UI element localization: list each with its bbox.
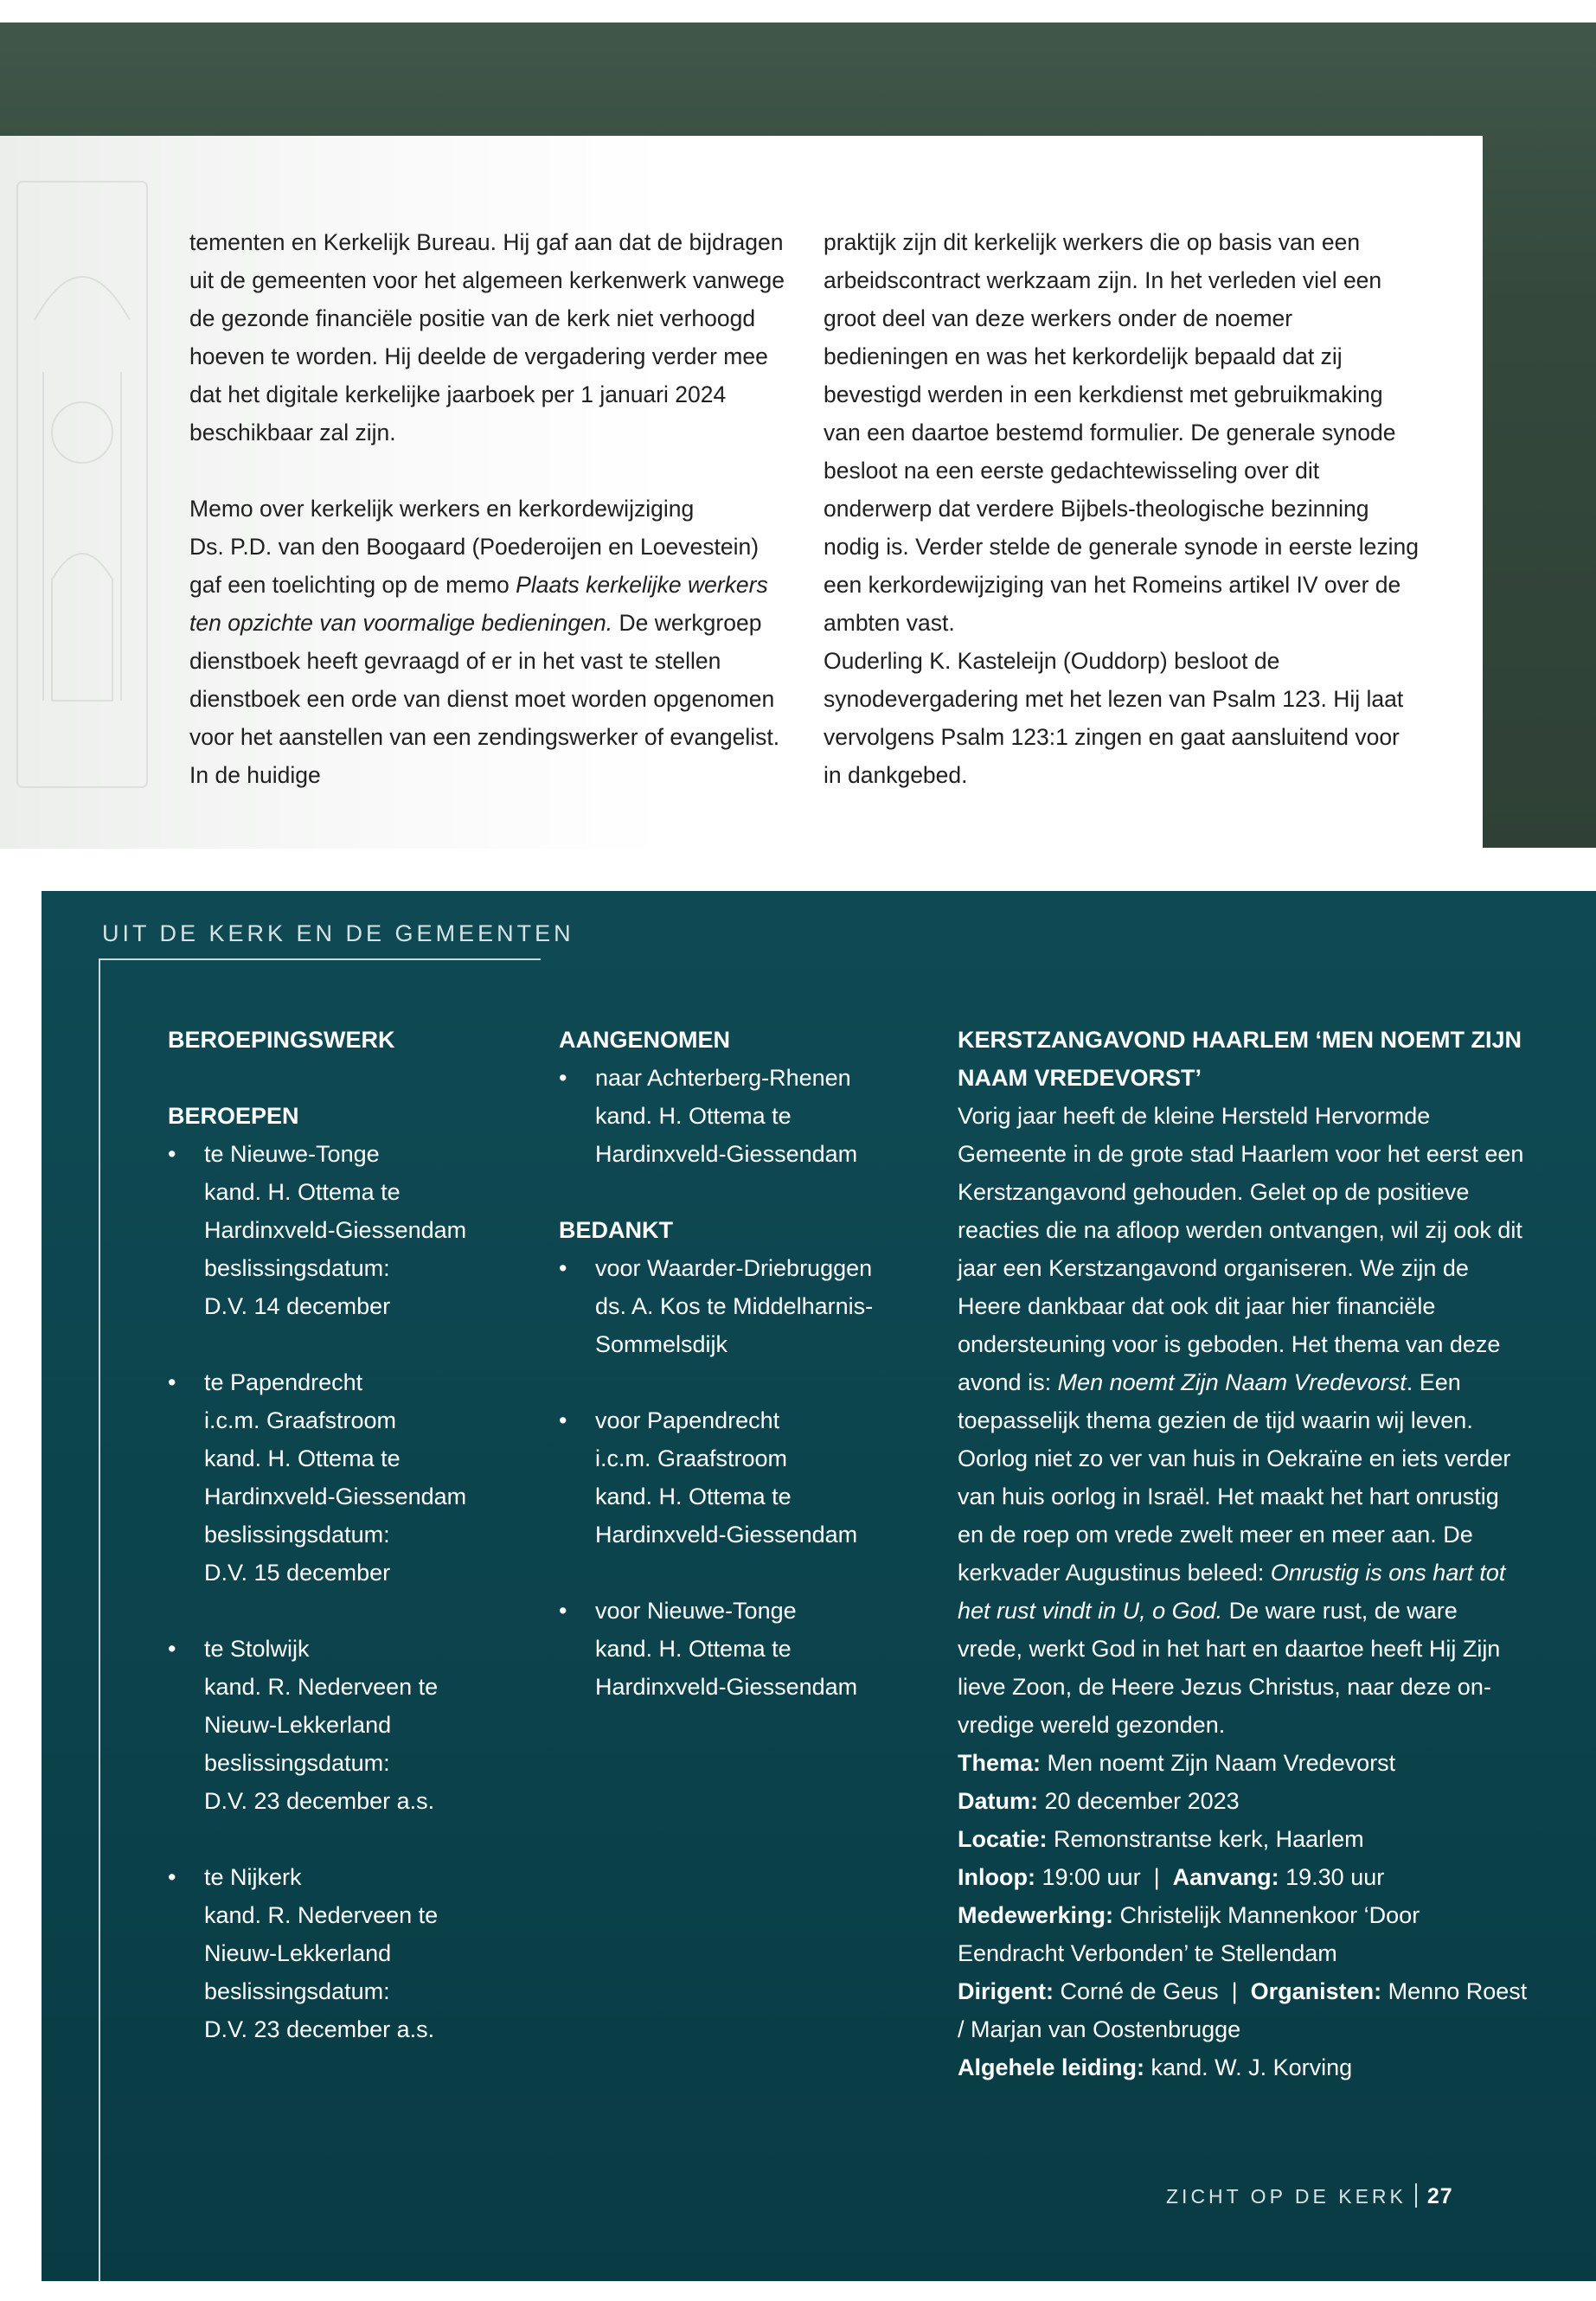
memo-text-continued: De werkgroep dienstboek heeft gevraagd of er in het vast te stellen dienstboek een orde van dienst moet worden opgenomen voor het aanstellen van een zendingswerker of evangelist. In de huidige	[189, 610, 780, 788]
list-item-line: Hardinxveld-Giessendam	[595, 1522, 858, 1548]
footer-divider	[1415, 2183, 1417, 2208]
detail-value: Remonstrantse kerk, Haarlem	[1047, 1826, 1364, 1852]
list-item-line: D.V. 15 december	[204, 1560, 391, 1586]
list-item-line: beslissingsdatum:	[204, 1522, 390, 1548]
article-paragraph-memo	[189, 490, 786, 794]
detail-value: Menno Roest / Marjan van Oostenbrugge	[958, 1978, 1528, 2042]
heading-aangenomen: AANGENOMEN	[559, 1027, 731, 1053]
page-number: 27	[1426, 2184, 1453, 2208]
theme-italic: Men noemt Zijn Naam Vredevorst	[1057, 1369, 1407, 1395]
heading-kerstzangavond: KERSTZANGAVOND HAARLEM ‘MEN NOEMT ZIJN NAAM VREDEVORST’	[958, 1027, 1522, 1091]
list-item-line: te Stolwijk	[204, 1636, 310, 1662]
bullet-icon: •	[168, 1141, 176, 1167]
magazine-name: ZICHT OP DE KERK	[1166, 2185, 1407, 2208]
heading-bedankt: BEDANKT	[559, 1217, 673, 1243]
detail-value: Corné de Geus |	[1054, 1978, 1251, 2004]
list-item-line: i.c.m. Graafstroom	[595, 1445, 788, 1471]
list-item	[559, 1059, 931, 1173]
list-item-line: voor Nieuwe-Tonge	[595, 1598, 797, 1624]
page-footer	[1166, 2183, 1453, 2209]
detail-label: Datum:	[958, 1788, 1038, 1814]
list-item	[559, 1592, 931, 1706]
article-paragraph: tementen en Kerkelijk Bureau. Hij gaf aan dat de bijdragen uit de gemeenten voor het algemeen kerkenwerk vanwege de gezonde financiële positie van de kerk niet verhoogd hoeven te worden. Hij deelde de vergadering verder mee dat het digitale kerkelijke jaarboek per 1 januari 2024 beschikbaar zal zijn.	[189, 229, 785, 445]
article-paragraph-closing: Ouderling K. Kasteleijn (Ouddorp) besloot de synodevergadering met het lezen van Psalm 123. Hij laat vervolgens Psalm 123:1 zingen en gaat aansluitend voor in dankgebed.	[824, 648, 1404, 788]
detail-label: Algehele leiding:	[958, 2054, 1145, 2080]
list-item-line: Nieuw-Lekkerland	[204, 1940, 392, 1966]
list-item-line: Hardinxveld-Giessendam	[204, 1217, 467, 1243]
detail-label: Dirigent:	[958, 1978, 1054, 2004]
list-item-line: kand. H. Ottema te	[204, 1179, 401, 1205]
detail-thema	[958, 1744, 1529, 1782]
list-item-line: D.V. 23 december a.s.	[204, 1788, 435, 1814]
list-item-line: Sommelsdijk	[595, 1331, 728, 1357]
body-text: . Een toepasselijk thema gezien de tijd waarin wij leven. Oorlog niet zo ver van huis in Oekraïne en iets verder van huis oorlog in Israël. Het maakt het hart onrustig en de roep om vrede zwelt meer en meer aan. De kerkvader Augustinus beleed:	[958, 1369, 1511, 1586]
detail-label: Locatie:	[958, 1826, 1048, 1852]
detail-label: Inloop:	[958, 1864, 1035, 1890]
detail-value: Christelijk Mannenkoor ‘Door Eendracht Verbonden’ te Stellendam	[958, 1902, 1420, 1966]
list-item	[168, 1630, 540, 1820]
list-item-line: te Nijkerk	[204, 1864, 302, 1890]
bullet-icon: •	[168, 1369, 176, 1395]
bullet-icon: •	[559, 1255, 567, 1281]
article-column-right	[824, 223, 1420, 794]
list-item-line: Hardinxveld-Giessendam	[204, 1484, 467, 1509]
list-item	[168, 1135, 540, 1325]
detail-datum	[958, 1782, 1529, 1820]
detail-label: Medewerking:	[958, 1902, 1114, 1928]
article-column-left	[189, 223, 786, 794]
detail-tijden	[958, 1858, 1529, 1896]
heading-beroepen: BEROEPEN	[168, 1103, 299, 1129]
list-item-line: te Nieuwe-Tonge	[204, 1141, 380, 1167]
bullet-icon: •	[559, 1065, 567, 1091]
list-item-line: kand. H. Ottema te	[595, 1484, 792, 1509]
aangenomen-list	[559, 1059, 931, 1173]
list-item-line: ds. A. Kos te Middelharnis-	[595, 1293, 874, 1319]
bullet-icon: •	[559, 1407, 567, 1433]
bedankt-list	[559, 1249, 931, 1706]
column-kerstzangavond	[958, 1021, 1529, 2086]
memo-title: Plaats kerkelijke werkers ten opzichte van voormalige bedieningen.	[189, 572, 768, 636]
list-item	[559, 1401, 931, 1554]
list-item-line: D.V. 14 december	[204, 1293, 391, 1319]
article-paragraph: praktijk zijn dit kerkelijk werkers die op basis van een arbeidscontract werkzaam zijn. In het verleden viel een groot deel van deze werkers onder de noemer bedieningen en was het kerkordelijk bepaald dat zij bevestigd werden in een kerkdienst met gebruikmaking van een daartoe bestemd formulier. De generale synode besloot na een eerste gedachtewisseling over dit onderwerp dat verdere Bijbels-theologische bezinning nodig is. Verder stelde de generale synode in eerste lezing een kerkordewijziging van het Romeins artikel IV over de ambten vast.	[824, 229, 1419, 636]
body-text: Vorig jaar heeft de kleine Hersteld Hervormde Gemeente in de grote stad Haarlem voor het eerst een Kerstzangavond gehouden. Gelet op de positieve reacties die na afloop werden ontvangen, wil zij ook dit jaar een Kerstzangavond organiseren. We zijn de Heere dankbaar dat ook dit jaar hier financiële ondersteuning voor is geboden. Het thema van deze avond is:	[958, 1103, 1524, 1395]
memo-heading: Memo over kerkelijk werkers en kerkordewijziging	[189, 496, 695, 522]
detail-label: Aanvang:	[1172, 1864, 1279, 1890]
kerstzangavond-body	[958, 1097, 1529, 1744]
heading-beroepingswerk: BEROEPINGSWERK	[168, 1027, 395, 1053]
list-item-line: beslissingsdatum:	[204, 1750, 390, 1776]
bullet-icon: •	[168, 1864, 176, 1890]
list-item-line: kand. H. Ottema te	[595, 1103, 792, 1129]
list-item-line: D.V. 23 december a.s.	[204, 2016, 435, 2042]
list-item-line: Hardinxveld-Giessendam	[595, 1674, 858, 1700]
body-text: De ware rust, de ware vrede, werkt God in het hart en daartoe heeft Hij Zijn lieve Zoon, de Heere Jezus Christus, naar deze on-vredige wereld gezonden.	[958, 1598, 1501, 1738]
list-item	[559, 1249, 931, 1363]
list-item-line: voor Papendrecht	[595, 1407, 780, 1433]
detail-value: 19:00 uur |	[1035, 1864, 1173, 1890]
list-item-line: beslissingsdatum:	[204, 1255, 390, 1281]
augustinus-quote: Onrustig is ons hart tot het rust vindt in U, o God.	[958, 1560, 1506, 1624]
list-item-line: i.c.m. Graafstroom	[204, 1407, 397, 1433]
detail-value: 19.30 uur	[1279, 1864, 1385, 1890]
detail-leiding	[958, 2048, 1529, 2086]
list-item-line: te Papendrecht	[204, 1369, 363, 1395]
detail-label: Thema:	[958, 1750, 1042, 1776]
detail-value: kand. W. J. Korving	[1144, 2054, 1353, 2080]
memo-text: Ds. P.D. van den Boogaard (Poederoijen en Loevestein) gaf een toelichting op de memo	[189, 534, 760, 598]
column-aangenomen-bedankt	[559, 1021, 931, 1706]
column-beroepingswerk	[168, 1021, 540, 2048]
detail-value: Men noemt Zijn Naam Vredevorst	[1041, 1750, 1396, 1776]
detail-locatie	[958, 1820, 1529, 1858]
section-title: UIT DE KERK EN DE GEMEENTEN	[102, 920, 574, 946]
list-item-line: Hardinxveld-Giessendam	[595, 1141, 858, 1167]
detail-label: Organisten:	[1250, 1978, 1382, 2004]
church-engraving-watermark	[0, 147, 173, 839]
bullet-icon: •	[559, 1598, 567, 1624]
title-rule	[99, 958, 541, 960]
detail-medewerking	[958, 1896, 1529, 1972]
list-item-line: voor Waarder-Driebruggen	[595, 1255, 873, 1281]
detail-value: 20 december 2023	[1038, 1788, 1240, 1814]
list-item-line: naar Achterberg-Rhenen	[595, 1065, 851, 1091]
list-item	[168, 1363, 540, 1592]
section-left-rule	[99, 958, 100, 2282]
list-item-line: Nieuw-Lekkerland	[204, 1712, 392, 1738]
list-item-line: kand. R. Nederveen te	[204, 1674, 439, 1700]
detail-dirigent	[958, 1972, 1529, 2048]
bullet-icon: •	[168, 1636, 176, 1662]
list-item-line: kand. H. Ottema te	[595, 1636, 792, 1662]
list-item-line: beslissingsdatum:	[204, 1978, 390, 2004]
beroepen-list	[168, 1135, 540, 2048]
list-item	[168, 1858, 540, 2048]
list-item-line: kand. R. Nederveen te	[204, 1902, 439, 1928]
list-item-line: kand. H. Ottema te	[204, 1445, 401, 1471]
